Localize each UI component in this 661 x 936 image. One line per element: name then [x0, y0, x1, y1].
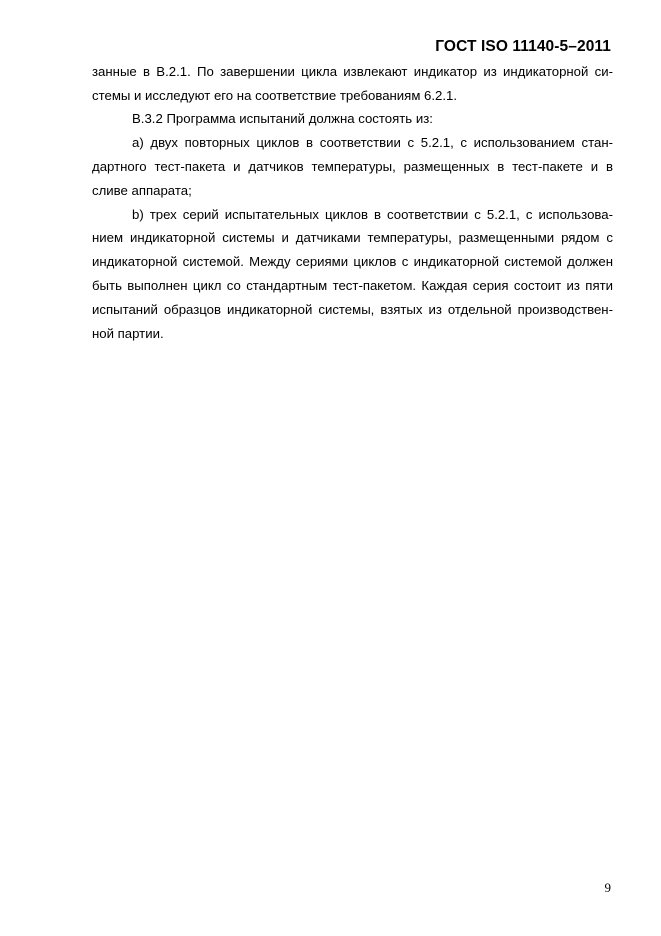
text-line: дартного тест-пакета и датчиков температуры, размещенных в тест-пакете и в — [92, 159, 613, 174]
page-number: 9 — [604, 880, 611, 895]
text-line: нием индикаторной системы и датчиками температуры, размещенными рядом с — [92, 230, 613, 245]
text-line: занные в В.2.1. По завершении цикла извлекают индикатор из индикаторной си- — [92, 64, 613, 79]
text-line: быть выполнен цикл со стандартным тест-пакетом. Каждая серия состоит из пяти — [92, 278, 613, 293]
list-item-b-line: b) трех серий испытательных циклов в соответствии с 5.2.1, с использова- — [132, 207, 613, 222]
text-line: сливе аппарата; — [92, 183, 192, 198]
list-item-a-line: а) двух повторных циклов в соответствии с 5.2.1, с использованием стан- — [132, 135, 613, 150]
text-line: стемы и исследуют его на соответствие требованиям 6.2.1. — [92, 88, 458, 103]
text-line: испытаний образцов индикаторной системы, взятых из отдельной производствен- — [92, 302, 613, 317]
section-heading-line: В.3.2 Программа испытаний должна состоять из: — [132, 111, 433, 126]
document-header: ГОСТ ISO 11140-5–2011 — [435, 38, 611, 55]
text-line: индикаторной системой. Между сериями циклов с индикаторной системой должен — [92, 254, 613, 269]
text-line: ной партии. — [92, 326, 164, 341]
